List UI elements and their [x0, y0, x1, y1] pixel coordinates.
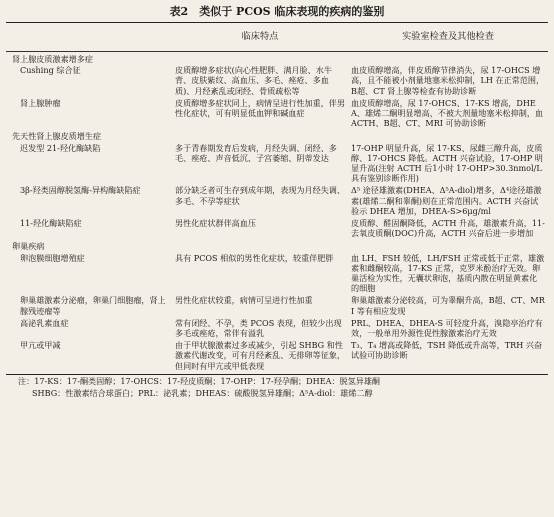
row-category: 肾上腺皮质激素增多症	[12, 54, 93, 64]
row-lab: 血皮质醇增高，伴皮质醇节律消失，尿 17-OHCS 增高，且不能被小剂量地塞米松抑制，LH 在正常范围，B超、CT 肾上腺等检查有协助诊断	[351, 65, 545, 96]
table-row	[6, 239, 548, 251]
row-clinical: 多于青春期发育后发病，月经失调、闭经、多毛、痤疮、声音低沉、子宫萎缩、阴蒂发达	[175, 142, 337, 163]
row-lab: T₃、T₄ 增高或降低，TSH 降低或升高等，TRH 兴奋试验可协助诊断	[351, 340, 543, 361]
table-row	[6, 142, 548, 185]
row-clinical: 男性化症状群伴高血压	[175, 218, 256, 229]
row-disease: 卵巢雄激素分泌瘤，卵巢门细胞瘤，肾上腺残迹瘤等	[20, 295, 166, 316]
table-row	[6, 52, 548, 65]
row-clinical: 皮质醇增多症状同上，病情呈进行性加重，伴男性化症状，可有明显低血钾和碱血症	[175, 97, 345, 119]
header-lab: 实验室检查及其他检查	[348, 23, 548, 52]
row-clinical	[172, 129, 348, 141]
table-row	[6, 129, 548, 141]
row-lab	[348, 239, 548, 251]
row-disease: 迟发型 21-羟化酶缺陷	[20, 142, 101, 153]
row-category: 先天性肾上腺皮质增生症	[12, 131, 102, 142]
table-row	[6, 184, 548, 217]
footnote-line-1: 注：17-KS：17-酮类固醇；17-OHCS：17-羟皮质酮；17-OHP：17-羟孕酮；DHEA：脱氢异雄酮	[18, 375, 381, 386]
table-row	[6, 64, 548, 97]
row-clinical	[172, 239, 348, 251]
table-header-row	[6, 23, 548, 52]
row-clinical: 部分缺乏者可生存到成年期，表现为月经失调、多毛、不孕等症状	[175, 185, 345, 206]
header-clinical: 临床特点	[172, 23, 348, 52]
row-lab	[348, 52, 548, 65]
table-row	[6, 217, 548, 239]
row-lab: PRL、DHEA、DHEA-S 可轻度升高，溴隐亭治疗有效，一般单用外源性促性腺激素治疗无效	[351, 317, 543, 339]
table-row	[6, 339, 548, 372]
row-clinical: 皮质醇增多症状(向心性肥胖、满月脸、水牛背、皮肤紫纹、高血压、多毛、痤疮、多血质)、月经紊乱或闭经、骨质疏松等	[175, 65, 332, 96]
table-row	[6, 317, 548, 339]
row-category: 卵巢疾病	[12, 241, 45, 252]
row-clinical	[172, 52, 348, 65]
row-disease: 高泌乳素血症	[20, 317, 69, 328]
row-lab: 皮质醇、醛固酮降低，ACTH 升高，雄激素升高，11-去氧皮质酮(DOC)升高，ACTH 兴奋后进一步增加	[351, 218, 545, 239]
row-disease: 甲亢或甲减	[20, 340, 61, 351]
table-row	[6, 97, 548, 130]
differential-diagnosis-table	[6, 23, 548, 372]
row-lab: 17-OHP 明显升高，尿 17-KS、尿雌三醇升高，皮质醇、17-OHCS 降低。ACTH 兴奋试验，17-OHP 明显升高(注射 ACTH 后1小时 17-OHP>30.3nmol/L 具有鉴别诊断作用)	[351, 142, 543, 184]
row-clinical: 常有闭经、不孕，类 PCOS 表现，但较少出现多毛或痤疮，常伴有溢乳	[175, 317, 342, 339]
row-disease: 肾上腺肿瘤	[20, 97, 61, 108]
row-lab: 血皮质醇增高，尿 17-OHCS、17-KS 增高，DHEA、雄烯二酮明显增高，不被大剂量地塞米松抑制，血 ACTH、B超、CT、MRI 可协助诊断	[351, 97, 544, 129]
table-row	[6, 252, 548, 295]
table-title: 表2 类似于 PCOS 临床表现的疾病的鉴别	[169, 5, 385, 18]
row-lab: Δ⁵ 途径雄激素(DHEA、Δ⁵A-diol)增多，Δ⁴途径雄激素(雄烯二酮和睾酮)则在正常范围内。ACTH 兴奋试验示 DHEA 增加，DHEA-S>6μg/ml	[351, 185, 542, 216]
row-clinical: 男性化症状较重，病情可呈进行性加重	[175, 295, 313, 306]
row-clinical: 由于甲状腺激素过多或减少，引起 SHBG 和性激素代谢改变，可有月经紊乱、无排卵等征象，但同时有甲亢或甲低表现	[175, 340, 345, 371]
row-disease: 3β-羟类固醇脱氢酶-异构酶缺陷症	[20, 185, 141, 196]
row-disease: 11-羟化酶缺陷症	[20, 218, 82, 229]
row-lab: 卵巢雄激素分泌较高，可为睾酮升高，B超、CT、MRI 等有相应发现	[351, 295, 545, 316]
footnote-line-2: SHBG：性激素结合球蛋白；PRL：泌乳素；DHEAS：硫酸脱氢异雄酮；Δ⁵A-diol：雄烯二醇	[32, 387, 373, 398]
row-disease: Cushing 综合征	[20, 65, 81, 76]
table-row	[6, 294, 548, 316]
header-disease	[6, 23, 172, 52]
row-disease: 卵泡膜细胞增殖症	[20, 252, 85, 263]
row-clinical: 具有 PCOS 相似的男性化症状，较重伴肥胖	[175, 252, 334, 263]
table-footnote	[6, 374, 548, 399]
row-lab: 血 LH、FSH 较低，LH/FSH 正常或低于正常，雄激素和雌酮较高，17-KS 正常，克罗米酚治疗无效。卵巢活检为实性，无囊状卵泡，基质内散在明显黄素化的细胞	[351, 252, 545, 294]
row-lab	[348, 129, 548, 141]
